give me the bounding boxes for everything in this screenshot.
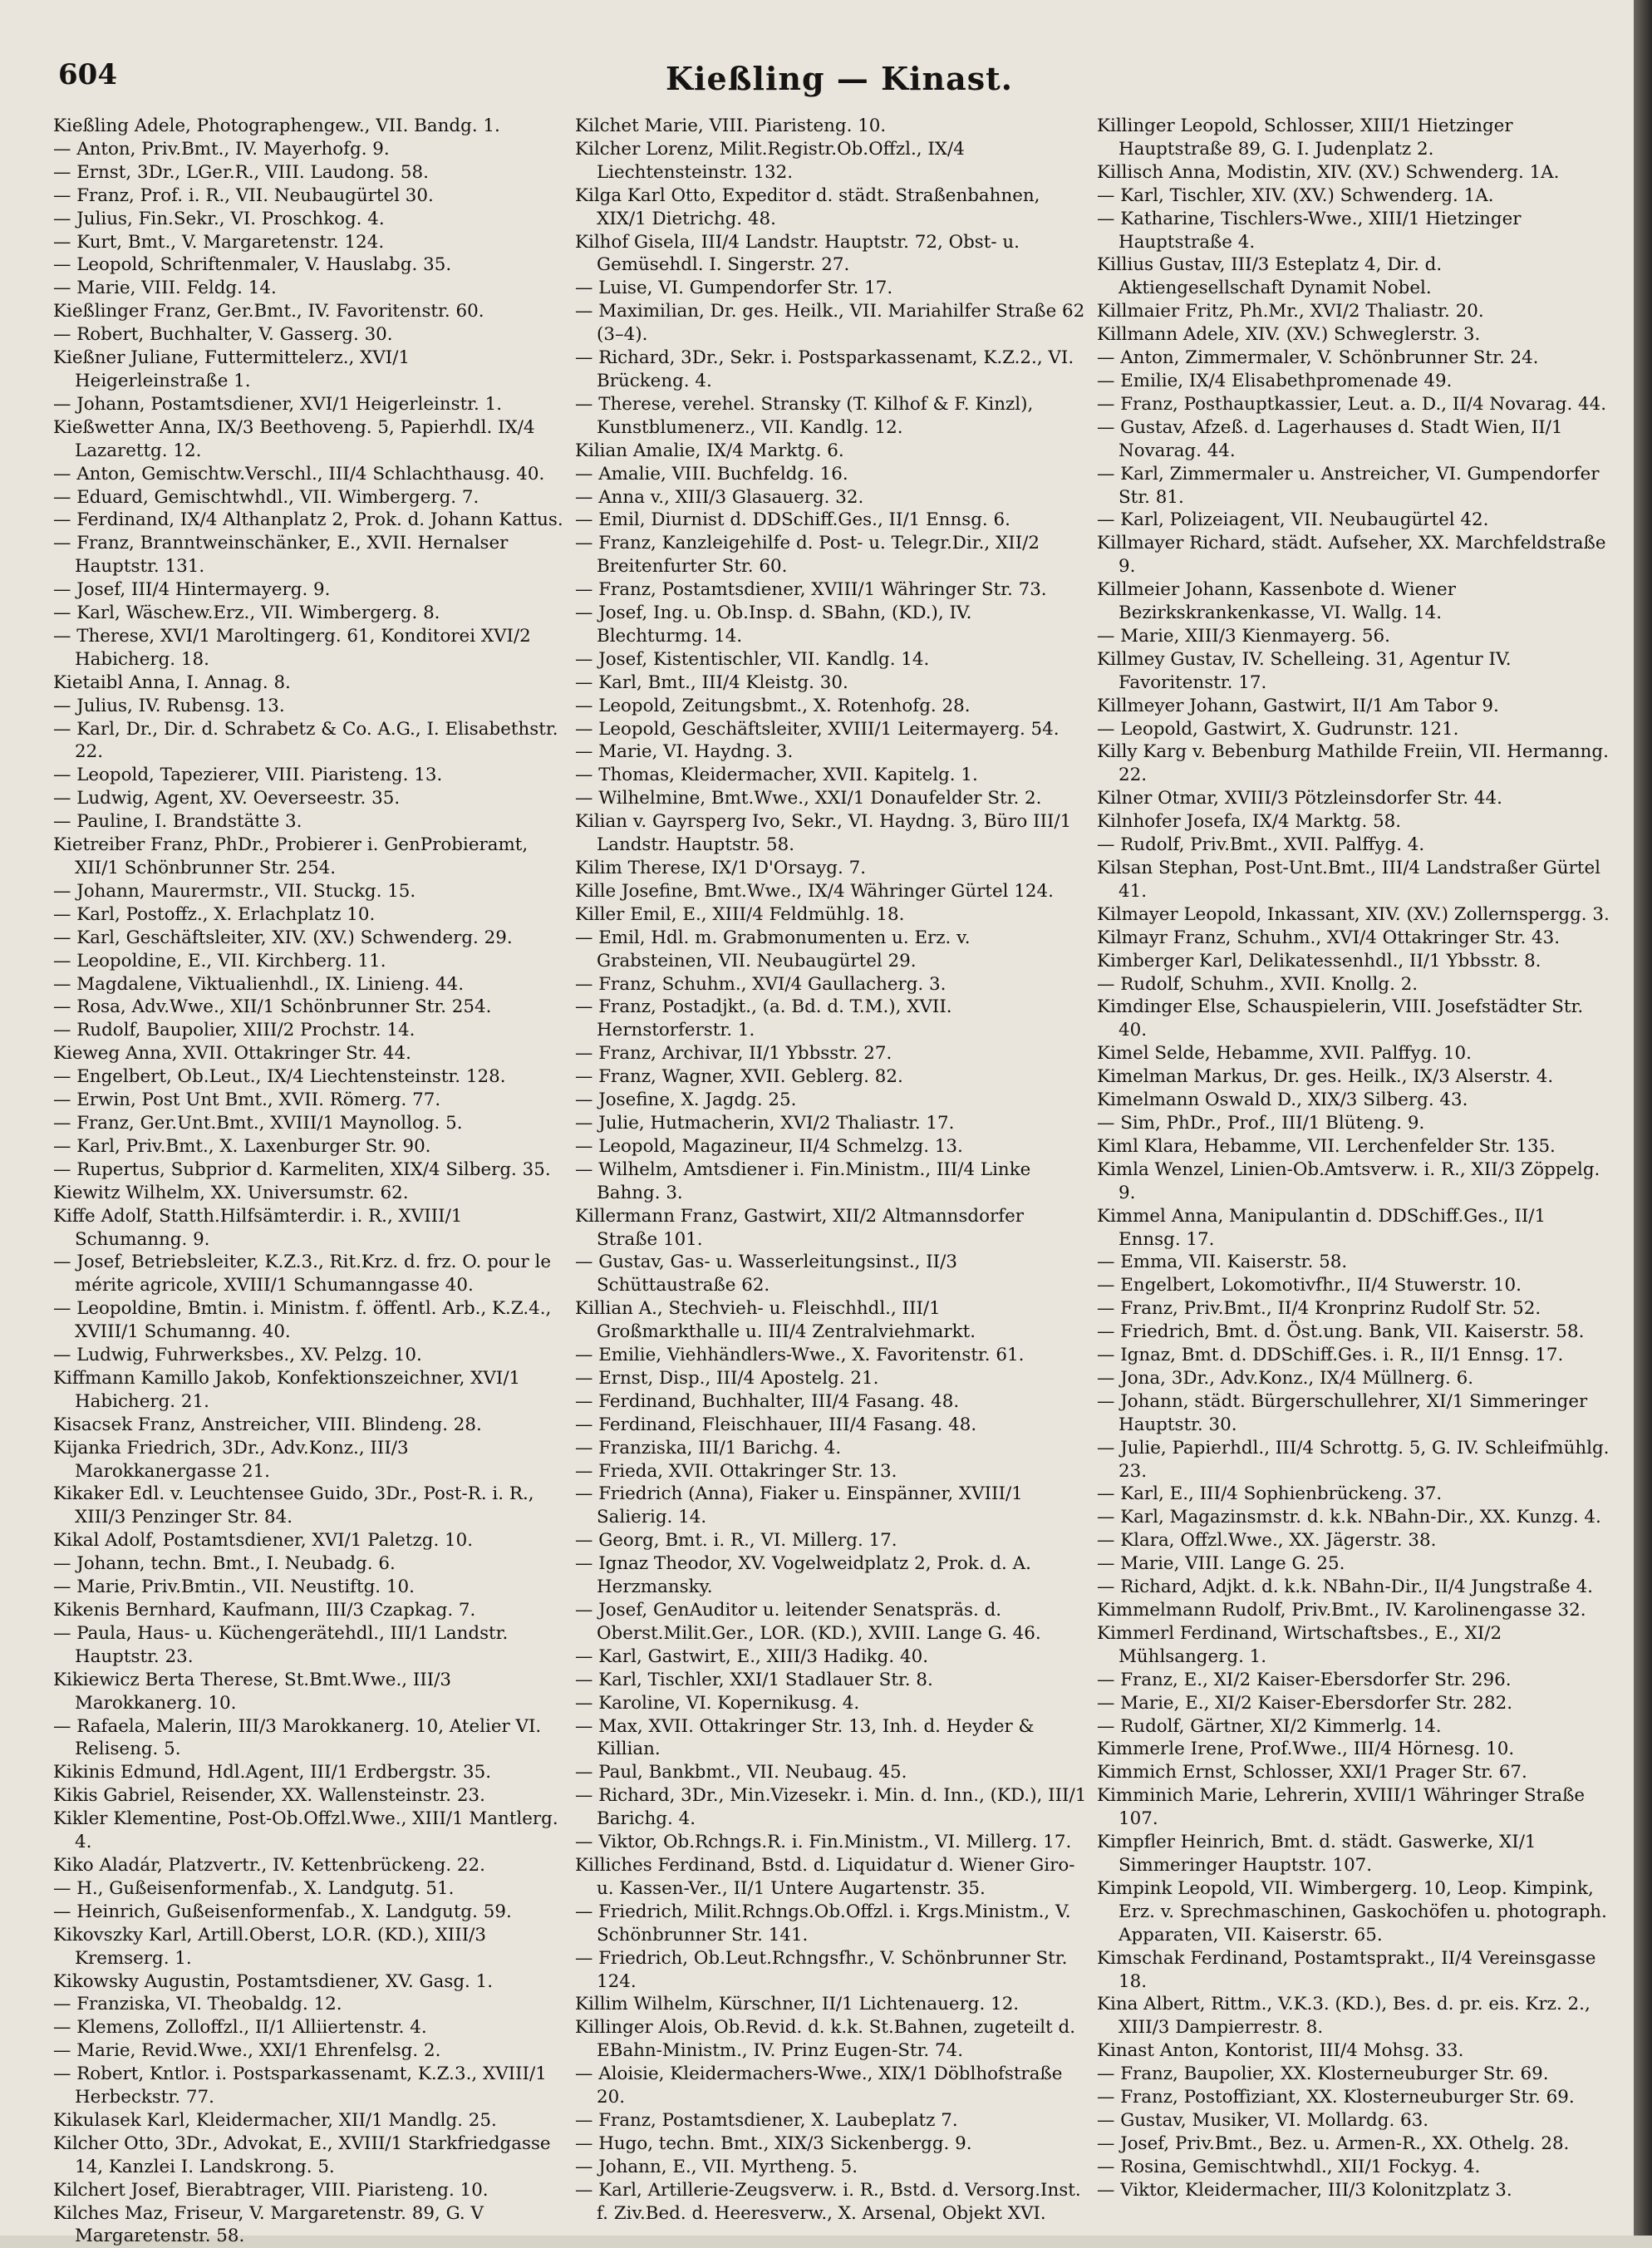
directory-entry: — Anna v., XIII/3 Glasauerg. 32. <box>575 486 864 508</box>
directory-entry: Kiml Klara, Hebamme, VII. Lerchenfelder Str. 135. <box>1097 1135 1556 1157</box>
directory-entry: — Julie, Papierhdl., III/4 Schrottg. 5, G. IV. Schleifmühlg. 23. <box>1097 1437 1610 1482</box>
directory-entry: — Ludwig, Agent, XV. Oeverseestr. 35. <box>53 788 401 809</box>
directory-entry: — Franz, Postadjkt., (a. Bd. d. T.M.), XVII. Hernstorferstr. 1. <box>575 996 952 1041</box>
directory-entry: — Josef, Priv.Bmt., Bez. u. Armen-R., XX. Othelg. 28. <box>1097 2132 1570 2154</box>
directory-entry: Kiko Aladár, Platzvertr., IV. Kettenbrückeng. 22. <box>53 1854 485 1876</box>
directory-entry: — Rosa, Adv.Wwe., XII/1 Schönbrunner Str. 254. <box>53 996 492 1018</box>
directory-entry: — Marie, E., XI/2 Kaiser-Ebersdorfer Str. 282. <box>1097 1692 1513 1714</box>
directory-entry: — Amalie, VIII. Buchfeldg. 16. <box>575 463 848 485</box>
directory-entry: — Karl, Dr., Dir. d. Schrabetz & Co. A.G., I. Elisabethstr. 22. <box>53 718 558 763</box>
directory-entry: — Julius, IV. Rubensg. 13. <box>53 695 285 716</box>
directory-entry: — Marie, Priv.Bmtin., VII. Neustiftg. 10. <box>53 1577 415 1598</box>
directory-entry: — Gustav, Gas- u. Wasserleitungsinst., II/3 Schüttaustraße 62. <box>575 1252 957 1296</box>
directory-entry: — Katharine, Tischlers-Wwe., XIII/1 Hietzinger Hauptstraße 4. <box>1097 208 1522 253</box>
directory-entry: Kilsan Stephan, Post-Unt.Bmt., III/4 Landstraßer Gürtel 41. <box>1097 858 1600 902</box>
directory-entry: Kina Albert, Rittm., V.K.3. (KD.), Bes. d. pr. eis. Krz. 2., XIII/3 Dampierrestr. 8. <box>1097 1994 1591 2039</box>
directory-entry: — Josef, III/4 Hintermayerg. 9. <box>53 579 331 601</box>
directory-entry: — Sim, PhDr., Prof., III/1 Blüteng. 9. <box>1097 1112 1425 1134</box>
directory-entry: Kießwetter Anna, IX/3 Beethoveng. 5, Papierhdl. IX/4 Lazarettg. 12. <box>53 416 535 461</box>
directory-entry: — Franz, Baupolier, XX. Klosterneuburger Str. 69. <box>1097 2064 1549 2085</box>
directory-entry: Killian A., Stechvieh- u. Fleischhdl., III/1 Großmarkthalle u. III/4 Zentralviehmarkt. <box>575 1298 976 1343</box>
directory-entry: — Engelbert, Ob.Leut., IX/4 Liechtensteinstr. 128. <box>53 1066 506 1088</box>
directory-entry: — Emilie, Viehhändlers-Wwe., X. Favoritenstr. 61. <box>575 1345 1025 1366</box>
directory-entry: Kilches Maz, Friseur, V. Margaretenstr. 89, G. V Margaretenstr. 58. <box>53 2202 484 2247</box>
directory-entry: — Karl, Polizeiagent, VII. Neubaugürtel 42. <box>1097 509 1489 531</box>
directory-entry: Kimdinger Else, Schauspielerin, VIII. Josefstädter Str. 40. <box>1097 996 1584 1041</box>
directory-entry: — Rafaela, Malerin, III/3 Marokkanerg. 10, Atelier VI. Reliseng. 5. <box>53 1715 542 1760</box>
directory-entry: — Franz, Kanzleigehilfe d. Post- u. Telegr.Dir., XII/2 Breitenfurter Str. 60. <box>575 533 1040 578</box>
directory-entry: — Ferdinand, IX/4 Althanplatz 2, Prok. d. Johann Kattus. <box>53 509 563 531</box>
directory-entry: — Karl, Bmt., III/4 Kleistg. 30. <box>575 671 848 693</box>
directory-entry: — Ferdinand, Fleischhauer, III/4 Fasang. 48. <box>575 1414 977 1435</box>
directory-entry: Kimpfler Heinrich, Bmt. d. städt. Gaswerke, XI/1 Simmeringer Hauptstr. 107. <box>1097 1832 1536 1876</box>
directory-entry: — Josef, Betriebsleiter, K.Z.3., Rit.Krz. d. frz. O. pour le mérite agricole, XVIII/1 Schumanngasse 40. <box>53 1252 552 1296</box>
directory-entry: — Karl, Geschäftsleiter, XIV. (XV.) Schwenderg. 29. <box>53 927 513 948</box>
directory-entry: Kilian Amalie, IX/4 Marktg. 6. <box>575 440 844 461</box>
directory-entry: — Rosina, Gemischtwhdl., XII/1 Fockyg. 4. <box>1097 2156 1481 2177</box>
directory-entry: Kilian v. Gayrsperg Ivo, Sekr., VI. Haydng. 3, Büro III/1 Landstr. Hauptstr. 58. <box>575 811 1072 856</box>
directory-entry: — Karl, Magazinsmstr. d. k.k. NBahn-Dir., XX. Kunzg. 4. <box>1097 1507 1601 1528</box>
directory-entry: — Rupertus, Subprior d. Karmeliten, XIX/4 Silberg. 35. <box>53 1158 551 1180</box>
directory-entry: — Karl, Gastwirt, E., XIII/3 Hadikg. 40. <box>575 1645 928 1667</box>
directory-entry: — Rudolf, Gärtner, XI/2 Kimmerlg. 14. <box>1097 1715 1442 1737</box>
directory-entry: Kimmerle Irene, Prof.Wwe., III/4 Hörnesg. 10. <box>1097 1739 1515 1760</box>
page-header <box>58 58 1620 108</box>
directory-entry: Kimelmann Oswald D., XIX/3 Silberg. 43. <box>1097 1090 1468 1111</box>
directory-entry: Killmann Adele, XIV. (XV.) Schweglerstr. 3. <box>1097 324 1481 346</box>
directory-entry: — Therese, XVI/1 Maroltingerg. 61, Konditorei XVI/2 Habicherg. 18. <box>53 625 531 670</box>
directory-entry: — Luise, VI. Gumpendorfer Str. 17. <box>575 278 893 299</box>
directory-entry: — Julius, Fin.Sekr., VI. Proschkog. 4. <box>53 208 385 229</box>
directory-entry: Killinger Leopold, Schlosser, XIII/1 Hietzinger Hauptstraße 89, G. I. Judenplatz 2. <box>1097 116 1513 160</box>
directory-entry: — Ernst, 3Dr., LGer.R., VIII. Laudong. 58. <box>53 161 429 183</box>
directory-entry: — Emma, VII. Kaiserstr. 58. <box>1097 1252 1348 1273</box>
directory-entry: — Marie, VIII. Lange G. 25. <box>1097 1553 1345 1575</box>
directory-entry: — Rudolf, Baupolier, XIII/2 Prochstr. 14. <box>53 1020 415 1041</box>
directory-entry: — Franz, Priv.Bmt., II/4 Kronprinz Rudolf Str. 52. <box>1097 1298 1541 1320</box>
directory-entry: Kimel Selde, Hebamme, XVII. Palffyg. 10. <box>1097 1043 1472 1065</box>
directory-entry: — Rudolf, Priv.Bmt., XVII. Palffyg. 4. <box>1097 834 1425 856</box>
directory-entry: — Leopold, Geschäftsleiter, XVIII/1 Leitermayerg. 54. <box>575 718 1060 740</box>
directory-entry: — Viktor, Kleidermacher, III/3 Kolonitzplatz 3. <box>1097 2179 1512 2201</box>
directory-entry: Kikiewicz Berta Therese, St.Bmt.Wwe., III/3 Marokkanerg. 10. <box>53 1669 452 1714</box>
directory-entry: Kießner Juliane, Futtermittelerz., XVI/1 Heigerleinstraße 1. <box>53 347 411 391</box>
directory-entry: — Leopold, Schriftenmaler, V. Hauslabg. 35. <box>53 254 452 276</box>
directory-entry: Killiches Ferdinand, Bstd. d. Liquidatur d. Wiener Giro- u. Kassen-Ver., II/1 Untere Augartenstr. 35. <box>575 1854 1075 1899</box>
directory-entry: Kimmelmann Rudolf, Priv.Bmt., IV. Karolinengasse 32. <box>1097 1600 1586 1621</box>
directory-entry: — Erwin, Post Unt Bmt., XVII. Römerg. 77. <box>53 1090 441 1111</box>
directory-entry: — Paul, Bankbmt., VII. Neubaug. 45. <box>575 1762 907 1783</box>
directory-entry: — Karl, Tischler, XIV. (XV.) Schwenderg. 1A. <box>1097 184 1494 206</box>
directory-entry: Kimmel Anna, Manipulantin d. DDSchiff.Ges., II/1 Ennsg. 17. <box>1097 1205 1546 1250</box>
directory-entry: Kilmayr Franz, Schuhm., XVI/4 Ottakringer Str. 43. <box>1097 927 1561 948</box>
directory-entry: — Karl, E., III/4 Sophienbrückeng. 37. <box>1097 1483 1443 1505</box>
directory-entry: — Karoline, VI. Kopernikusg. 4. <box>575 1692 860 1714</box>
directory-entry: Killmeier Johann, Kassenbote d. Wiener Bezirkskrankenkasse, VI. Wallg. 14. <box>1097 579 1456 624</box>
directory-entry: — Jona, 3Dr., Adv.Konz., IX/4 Müllnerg. 6. <box>1097 1367 1474 1389</box>
directory-entry: Kimberger Karl, Delikatessenhdl., II/1 Ybbsstr. 8. <box>1097 950 1541 972</box>
directory-entry: — Leopoldine, Bmtin. i. Ministm. f. öffentl. Arb., K.Z.4., XVIII/1 Schumanng. 40. <box>53 1298 552 1343</box>
directory-entry: — Anton, Gemischtw.Verschl., III/4 Schlachthausg. 40. <box>53 463 545 485</box>
directory-entry: — Johann, Postamtsdiener, XVI/1 Heigerleinstr. 1. <box>53 393 503 415</box>
directory-entry: — Johann, Maurermstr., VII. Stuckg. 15. <box>53 880 416 902</box>
directory-entry: Kikis Gabriel, Reisender, XX. Wallensteinstr. 23. <box>53 1785 485 1807</box>
directory-entry: Kimmich Ernst, Schlosser, XXI/1 Prager Str. 67. <box>1097 1762 1527 1783</box>
directory-entry: — Aloisie, Kleidermachers-Wwe., XIX/1 Döblhofstraße 20. <box>575 2064 1063 2108</box>
directory-entry: — Wilhelmine, Bmt.Wwe., XXI/1 Donaufelder Str. 2. <box>575 788 1042 809</box>
directory-entry: Kilmayer Leopold, Inkassant, XIV. (XV.) Zollernspergg. 3. <box>1097 903 1610 925</box>
page-number: 604 <box>58 58 117 91</box>
directory-entry: — Gustav, Musiker, VI. Mollardg. 63. <box>1097 2109 1429 2131</box>
directory-entry: — Friedrich, Milit.Rchngs.Ob.Offzl. i. Krgs.Ministm., V. Schönbrunner Str. 141. <box>575 1901 1071 1945</box>
directory-entry: — Josef, Ing. u. Ob.Insp. d. SBahn, (KD.), IV. Blechturmg. 14. <box>575 603 972 647</box>
directory-entry: Kikaker Edl. v. Leuchtensee Guido, 3Dr., Post-R. i. R., XIII/3 Penzinger Str. 84. <box>53 1483 534 1528</box>
column-2 <box>575 115 1089 2224</box>
directory-entry: — Josef, Kistentischler, VII. Kandlg. 14. <box>575 648 930 670</box>
directory-entry: — Friedrich, Ob.Leut.Rchngsfhr., V. Schönbrunner Str. 124. <box>575 1947 1068 1992</box>
directory-entry: Kilchert Josef, Bierabtrager, VIII. Piaristeng. 10. <box>53 2179 489 2201</box>
directory-entry: — Franz, Wagner, XVII. Geblerg. 82. <box>575 1066 903 1088</box>
directory-entry: Kikenis Bernhard, Kaufmann, III/3 Czapkag. 7. <box>53 1600 476 1621</box>
directory-entry: — Josef, GenAuditor u. leitender Senatspräs. d. Oberst.Milit.Ger., LOR. (KD.), XVIII. Lange G. 46. <box>575 1600 1041 1644</box>
directory-entry: Kikler Klementine, Post-Ob.Offzl.Wwe., XIII/1 Mantlerg. 4. <box>53 1808 558 1853</box>
directory-entry: — Robert, Buchhalter, V. Gasserg. 30. <box>53 324 393 346</box>
directory-entry: — Marie, VIII. Feldg. 14. <box>53 278 277 299</box>
directory-entry: — Gustav, Afzeß. d. Lagerhauses d. Stadt Wien, II/1 Novarag. 44. <box>1097 416 1563 461</box>
directory-entry: Kietaibl Anna, I. Annag. 8. <box>53 671 291 693</box>
directory-entry: — Kurt, Bmt., V. Margaretenstr. 124. <box>53 231 385 253</box>
directory-entry: — Karl, Postoffz., X. Erlachplatz 10. <box>53 903 376 925</box>
directory-entry: Kikulasek Karl, Kleidermacher, XII/1 Mandlg. 25. <box>53 2109 497 2131</box>
directory-columns <box>53 115 1610 2247</box>
directory-entry: Killmeyer Johann, Gastwirt, II/1 Am Tabor 9. <box>1097 695 1499 716</box>
directory-entry: — Klemens, Zolloffzl., II/1 Alliiertenstr. 4. <box>53 2017 427 2039</box>
directory-entry: — Rudolf, Schuhm., XVII. Knollg. 2. <box>1097 973 1418 995</box>
directory-entry: — Karl, Tischler, XXI/1 Stadlauer Str. 8. <box>575 1669 933 1690</box>
directory-entry: — Ignaz, Bmt. d. DDSchiff.Ges. i. R., II/1 Ennsg. 17. <box>1097 1345 1564 1366</box>
directory-entry: — Ernst, Disp., III/4 Apostelg. 21. <box>575 1367 879 1389</box>
directory-entry: — Magdalene, Viktualienhdl., IX. Linieng. 44. <box>53 973 465 995</box>
directory-entry: — Leopold, Gastwirt, X. Gudrunstr. 121. <box>1097 718 1459 740</box>
directory-entry: Kilcher Lorenz, Milit.Registr.Ob.Offzl., IX/4 Liechtensteinstr. 132. <box>575 138 965 183</box>
directory-entry: — Klara, Offzl.Wwe., XX. Jägerstr. 38. <box>1097 1530 1437 1552</box>
directory-entry: Kikinis Edmund, Hdl.Agent, III/1 Erdbergstr. 35. <box>53 1762 492 1783</box>
directory-entry: Kimmerl Ferdinand, Wirtschaftsbes., E., XI/2 Mühlsangerg. 1. <box>1097 1622 1502 1667</box>
directory-entry: Kikowsky Augustin, Postamtsdiener, XV. Gasg. 1. <box>53 1970 494 1992</box>
directory-entry: — Julie, Hutmacherin, XVI/2 Thaliastr. 17. <box>575 1112 955 1134</box>
directory-entry: — Viktor, Ob.Rchngs.R. i. Fin.Ministm., VI. Millerg. 17. <box>575 1832 1072 1853</box>
directory-entry: — Richard, Adjkt. d. k.k. NBahn-Dir., II/4 Jungstraße 4. <box>1097 1577 1593 1598</box>
directory-entry: Kikal Adolf, Postamtsdiener, XVI/1 Paletzg. 10. <box>53 1530 474 1552</box>
directory-entry: Killmey Gustav, IV. Schelleing. 31, Agentur IV. Favoritenstr. 17. <box>1097 648 1512 693</box>
directory-entry: — Franz, Schuhm., XVI/4 Gaullacherg. 3. <box>575 973 946 995</box>
directory-entry: — Max, XVII. Ottakringer Str. 13, Inh. d. Heyder & Killian. <box>575 1715 1035 1760</box>
directory-entry: — Franz, E., XI/2 Kaiser-Ebersdorfer Str. 296. <box>1097 1669 1512 1690</box>
directory-entry: — Heinrich, Gußeisenformenfab., X. Landgutg. 59. <box>53 1901 512 1922</box>
directory-entry: Kisacsek Franz, Anstreicher, VIII. Blindeng. 28. <box>53 1414 482 1435</box>
directory-entry: Killim Wilhelm, Kürschner, II/1 Lichtenauerg. 12. <box>575 1994 1020 2015</box>
directory-entry: Killmayer Richard, städt. Aufseher, XX. Marchfeldstraße 9. <box>1097 533 1606 578</box>
directory-entry: — Franz, Archivar, II/1 Ybbsstr. 27. <box>575 1043 892 1065</box>
directory-entry: — Leopold, Magazineur, II/4 Schmelzg. 13. <box>575 1135 963 1157</box>
directory-entry: Kimelman Markus, Dr. ges. Heilk., IX/3 Alserstr. 4. <box>1097 1066 1554 1088</box>
page-edge-shadow <box>1634 0 1652 2236</box>
directory-entry: — Frieda, XVII. Ottakringer Str. 13. <box>575 1460 897 1482</box>
directory-entry: — Ignaz Theodor, XV. Vogelweidplatz 2, Prok. d. A. Herzmansky. <box>575 1553 1031 1598</box>
directory-entry: Killy Karg v. Bebenburg Mathilde Freiin, VII. Hermanng. 22. <box>1097 741 1609 786</box>
directory-entry: Kinast Anton, Kontorist, III/4 Mohsg. 33. <box>1097 2040 1464 2062</box>
directory-entry: Kieweg Anna, XVII. Ottakringer Str. 44. <box>53 1043 411 1065</box>
directory-entry: — Engelbert, Lokomotivfhr., II/4 Stuwerstr. 10. <box>1097 1275 1522 1296</box>
directory-entry: — Franz, Branntweinschänker, E., XVII. Hernalser Hauptstr. 131. <box>53 533 509 578</box>
directory-entry: Kijanka Friedrich, 3Dr., Adv.Konz., III/3 Marokkanergasse 21. <box>53 1437 409 1482</box>
directory-entry: Kille Josefine, Bmt.Wwe., IX/4 Währinger Gürtel 124. <box>575 880 1054 902</box>
directory-entry: — Marie, Revid.Wwe., XXI/1 Ehrenfelsg. 2. <box>53 2040 441 2062</box>
directory-entry: Kilhof Gisela, III/4 Landstr. Hauptstr. 72, Obst- u. Gemüsehdl. I. Singerstr. 27. <box>575 231 1020 276</box>
directory-entry: — Emil, Diurnist d. DDSchiff.Ges., II/1 Ennsg. 6. <box>575 509 1010 531</box>
directory-entry: — Karl, Artillerie-Zeugsverw. i. R., Bstd. d. Versorg.Inst. f. Ziv.Bed. d. Heeresverw., X. Arsenal, Objekt XVI. <box>575 2179 1081 2224</box>
directory-entry: — H., Gußeisenformenfab., X. Landgutg. 51. <box>53 1877 455 1899</box>
directory-entry: — Franz, Ger.Unt.Bmt., XVIII/1 Maynollog. 5. <box>53 1112 463 1134</box>
directory-entry: — Leopold, Zeitungsbmt., X. Rotenhofg. 28. <box>575 695 971 716</box>
directory-entry: — Karl, Wäschew.Erz., VII. Wimbergerg. 8. <box>53 603 440 624</box>
directory-entry: — Richard, 3Dr., Min.Vizesekr. i. Min. d. Inn., (KD.), III/1 Barichg. 4. <box>575 1785 1087 1830</box>
directory-entry: Killmaier Fritz, Ph.Mr., XVI/2 Thaliastr. 20. <box>1097 301 1484 322</box>
running-head: Kießling — Kinast. <box>666 60 1013 97</box>
directory-entry: — Leopoldine, E., VII. Kirchberg. 11. <box>53 950 386 972</box>
directory-entry: Killinger Alois, Ob.Revid. d. k.k. St.Bahnen, zugeteilt d. EBahn-Ministm., IV. Prinz Eugen-Str. 74. <box>575 2017 1076 2062</box>
directory-entry: — Eduard, Gemischtwhdl., VII. Wimbergerg. 7. <box>53 486 479 508</box>
column-3 <box>1097 115 1610 2217</box>
directory-entry: — Thomas, Kleidermacher, XVII. Kapitelg. 1. <box>575 765 978 786</box>
directory-entry: Kilim Therese, IX/1 D'Orsayg. 7. <box>575 858 867 878</box>
directory-entry: Kietreiber Franz, PhDr., Probierer i. GenProbieramt, XII/1 Schönbrunner Str. 254. <box>53 834 529 878</box>
directory-entry: Kilchet Marie, VIII. Piaristeng. 10. <box>575 116 887 136</box>
directory-entry: Kießlinger Franz, Ger.Bmt., IV. Favoritenstr. 60. <box>53 301 484 322</box>
directory-entry: Kimla Wenzel, Linien-Ob.Amtsverw. i. R., XII/3 Zöppelg. 9. <box>1097 1158 1600 1203</box>
directory-entry: — Hugo, techn. Bmt., XIX/3 Sickenbergg. 9. <box>575 2132 972 2154</box>
directory-entry: — Johann, techn. Bmt., I. Neubadg. 6. <box>53 1553 396 1575</box>
directory-entry: — Karl, Priv.Bmt., X. Laxenburger Str. 90. <box>53 1135 431 1157</box>
directory-entry: — Friedrich (Anna), Fiaker u. Einspänner, XVIII/1 Salierig. 14. <box>575 1483 1023 1528</box>
directory-entry: — Friedrich, Bmt. d. Öst.ung. Bank, VII. Kaiserstr. 58. <box>1097 1321 1585 1343</box>
directory-entry: — Maximilian, Dr. ges. Heilk., VII. Mariahilfer Straße 62 (3–4). <box>575 301 1085 346</box>
directory-entry: — Robert, Kntlor. i. Postsparkassenamt, K.Z.3., XVIII/1 Herbeckstr. 77. <box>53 2064 547 2108</box>
directory-entry: — Franz, Posthauptkassier, Leut. a. D., II/4 Novarag. 44. <box>1097 393 1607 415</box>
directory-entry: Kiffe Adolf, Statth.Hilfsämterdir. i. R., XVIII/1 Schumanng. 9. <box>53 1205 463 1250</box>
directory-entry: — Johann, E., VII. Myrtheng. 5. <box>575 2156 858 2177</box>
directory-entry: — Emil, Hdl. m. Grabmonumenten u. Erz. v. Grabsteinen, VII. Neubaugürtel 29. <box>575 927 971 972</box>
directory-entry: — Franz, Postoffiziant, XX. Klosterneuburger Str. 69. <box>1097 2087 1575 2108</box>
directory-entry: Kießling Adele, Photographengew., VII. Bandg. 1. <box>53 116 500 136</box>
directory-entry: — Georg, Bmt. i. R., VI. Millerg. 17. <box>575 1530 897 1552</box>
directory-entry: — Ludwig, Fuhrwerksbes., XV. Pelzg. 10. <box>53 1345 422 1366</box>
directory-entry: — Leopold, Tapezierer, VIII. Piaristeng. 13. <box>53 765 443 786</box>
directory-entry: Killisch Anna, Modistin, XIV. (XV.) Schwenderg. 1A. <box>1097 161 1560 183</box>
directory-entry: — Anton, Priv.Bmt., IV. Mayerhofg. 9. <box>53 138 390 160</box>
directory-entry: Kilcher Otto, 3Dr., Advokat, E., XVIII/1 Starkfriedgasse 14, Kanzlei I. Landskrong. 5. <box>53 2132 551 2177</box>
directory-entry: — Franz, Prof. i. R., VII. Neubaugürtel 30. <box>53 184 434 206</box>
directory-entry: — Richard, 3Dr., Sekr. i. Postsparkassenamt, K.Z.2., VI. Brückeng. 4. <box>575 347 1074 391</box>
directory-entry: Kikovszky Karl, Artill.Oberst, LO.R. (KD.), XIII/3 Kremserg. 1. <box>53 1924 486 1969</box>
directory-entry: — Franziska, III/1 Barichg. 4. <box>575 1437 842 1458</box>
directory-entry: — Marie, XIII/3 Kienmayerg. 56. <box>1097 625 1390 647</box>
directory-entry: — Franz, Postamtsdiener, X. Laubeplatz 7. <box>575 2109 958 2131</box>
directory-entry: — Johann, städt. Bürgerschullehrer, XI/1 Simmeringer Hauptstr. 30. <box>1097 1390 1588 1435</box>
directory-entry: — Marie, VI. Haydng. 3. <box>575 741 794 763</box>
directory-entry: — Wilhelm, Amtsdiener i. Fin.Ministm., III/4 Linke Bahng. 3. <box>575 1158 1031 1203</box>
directory-entry: Kimschak Ferdinand, Postamtsprakt., II/4 Vereinsgasse 18. <box>1097 1947 1596 1992</box>
directory-entry: Kilga Karl Otto, Expeditor d. städt. Straßenbahnen, XIX/1 Dietrichg. 48. <box>575 184 1040 229</box>
directory-entry: — Franziska, VI. Theobaldg. 12. <box>53 1994 342 2015</box>
directory-entry: — Ferdinand, Buchhalter, III/4 Fasang. 48. <box>575 1390 960 1412</box>
directory-entry: Killius Gustav, III/3 Esteplatz 4, Dir. d. Aktiengesellschaft Dynamit Nobel. <box>1097 254 1443 299</box>
directory-entry: Kimminich Marie, Lehrerin, XVIII/1 Währinger Straße 107. <box>1097 1785 1586 1830</box>
directory-entry: Kimpink Leopold, VII. Wimbergerg. 10, Leop. Kimpink, Erz. v. Sprechmaschinen, Gaskochöfen u. photograph. Apparaten, VII. Kaiserstr. 65. <box>1097 1877 1607 1945</box>
directory-entry: — Anton, Zimmermaler, V. Schönbrunner Str. 24. <box>1097 347 1539 369</box>
directory-entry: — Josefine, X. Jagdg. 25. <box>575 1090 797 1111</box>
directory-entry: Kiffmann Kamillo Jakob, Konfektionszeichner, XVI/1 Habicherg. 21. <box>53 1367 521 1412</box>
directory-entry: — Therese, verehel. Stransky (T. Kilhof & F. Kinzl), Kunstblumenerz., VII. Kandlg. 12. <box>575 393 1034 438</box>
directory-entry: — Paula, Haus- u. Küchengerätehdl., III/1 Landstr. Hauptstr. 23. <box>53 1622 509 1667</box>
column-1 <box>53 115 567 2247</box>
directory-entry: Kilnhofer Josefa, IX/4 Marktg. 58. <box>1097 811 1402 833</box>
directory-entry: Killer Emil, E., XIII/4 Feldmühlg. 18. <box>575 903 905 925</box>
directory-entry: Kiewitz Wilhelm, XX. Universumstr. 62. <box>53 1182 409 1203</box>
directory-entry: Killermann Franz, Gastwirt, XII/2 Altmannsdorfer Straße 101. <box>575 1205 1025 1250</box>
directory-entry: Kilner Otmar, XVIII/3 Pötzleinsdorfer Str. 44. <box>1097 788 1502 809</box>
directory-entry: — Pauline, I. Brandstätte 3. <box>53 811 302 833</box>
directory-entry: — Franz, Postamtsdiener, XVIII/1 Währinger Str. 73. <box>575 579 1047 601</box>
directory-entry: — Karl, Zimmermaler u. Anstreicher, VI. Gumpendorfer Str. 81. <box>1097 463 1600 508</box>
directory-entry: — Emilie, IX/4 Elisabethpromenade 49. <box>1097 370 1453 391</box>
